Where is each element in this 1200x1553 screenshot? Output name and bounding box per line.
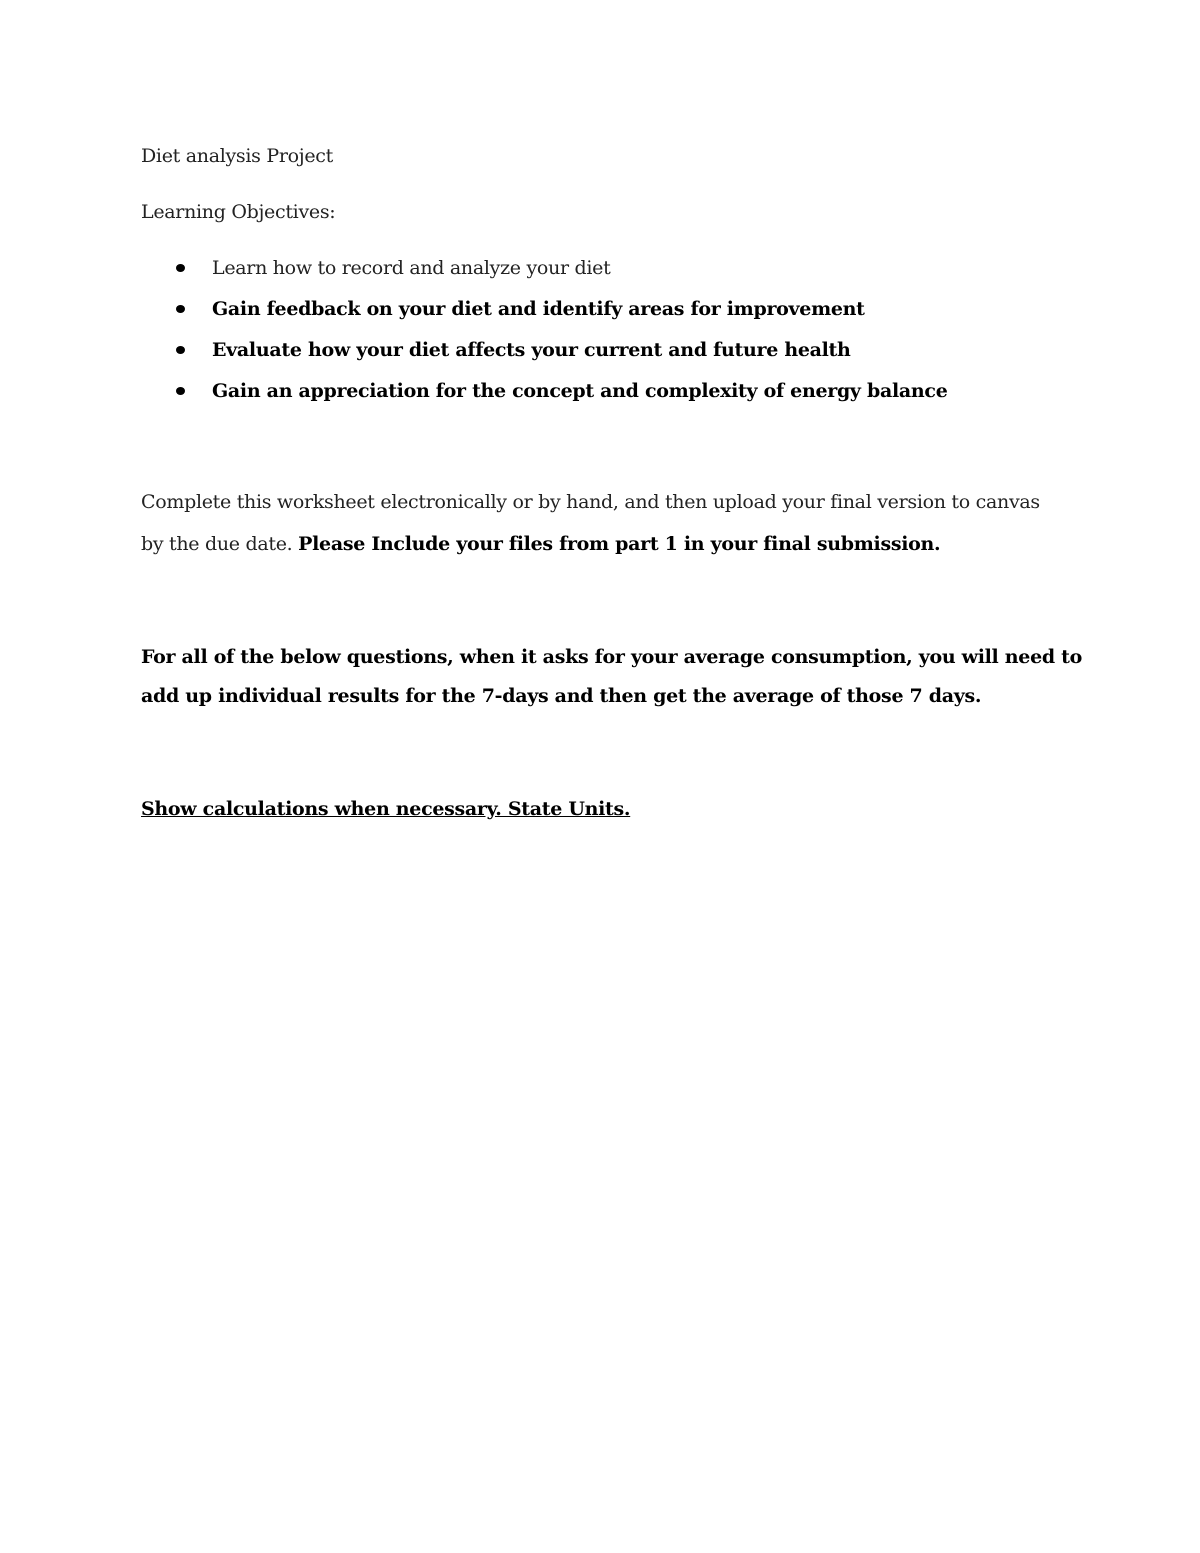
calculations-note: Show calculations when necessary. State Units. bbox=[141, 798, 631, 820]
instructions-line-1: Complete this worksheet electronically or by hand, and then upload your final version to canvas bbox=[141, 491, 1040, 513]
average-note-line-1: For all of the below questions, when it asks for your average consumption, you will need to bbox=[141, 646, 1083, 668]
objective-text: Gain feedback on your diet and identify areas for improvement bbox=[212, 298, 865, 320]
instructions-include-files-text: Please Include your files from part 1 in your final submission. bbox=[298, 533, 941, 555]
bullet-icon bbox=[176, 305, 185, 313]
instructions-line-2 bbox=[141, 532, 940, 556]
objective-text: Evaluate how your diet affects your current and future health bbox=[212, 339, 851, 361]
instructions-due-date-text: by the due date. bbox=[141, 533, 299, 555]
average-note-line-2: add up individual results for the 7-days and then get the average of those 7 days. bbox=[141, 685, 982, 707]
document-title: Diet analysis Project bbox=[141, 145, 333, 167]
objective-text: Learn how to record and analyze your diet bbox=[212, 257, 611, 279]
bullet-icon bbox=[176, 264, 185, 272]
bullet-icon bbox=[176, 346, 185, 354]
objective-text: Gain an appreciation for the concept and complexity of energy balance bbox=[212, 380, 948, 402]
bullet-icon bbox=[176, 387, 185, 395]
objectives-heading: Learning Objectives: bbox=[141, 201, 336, 223]
